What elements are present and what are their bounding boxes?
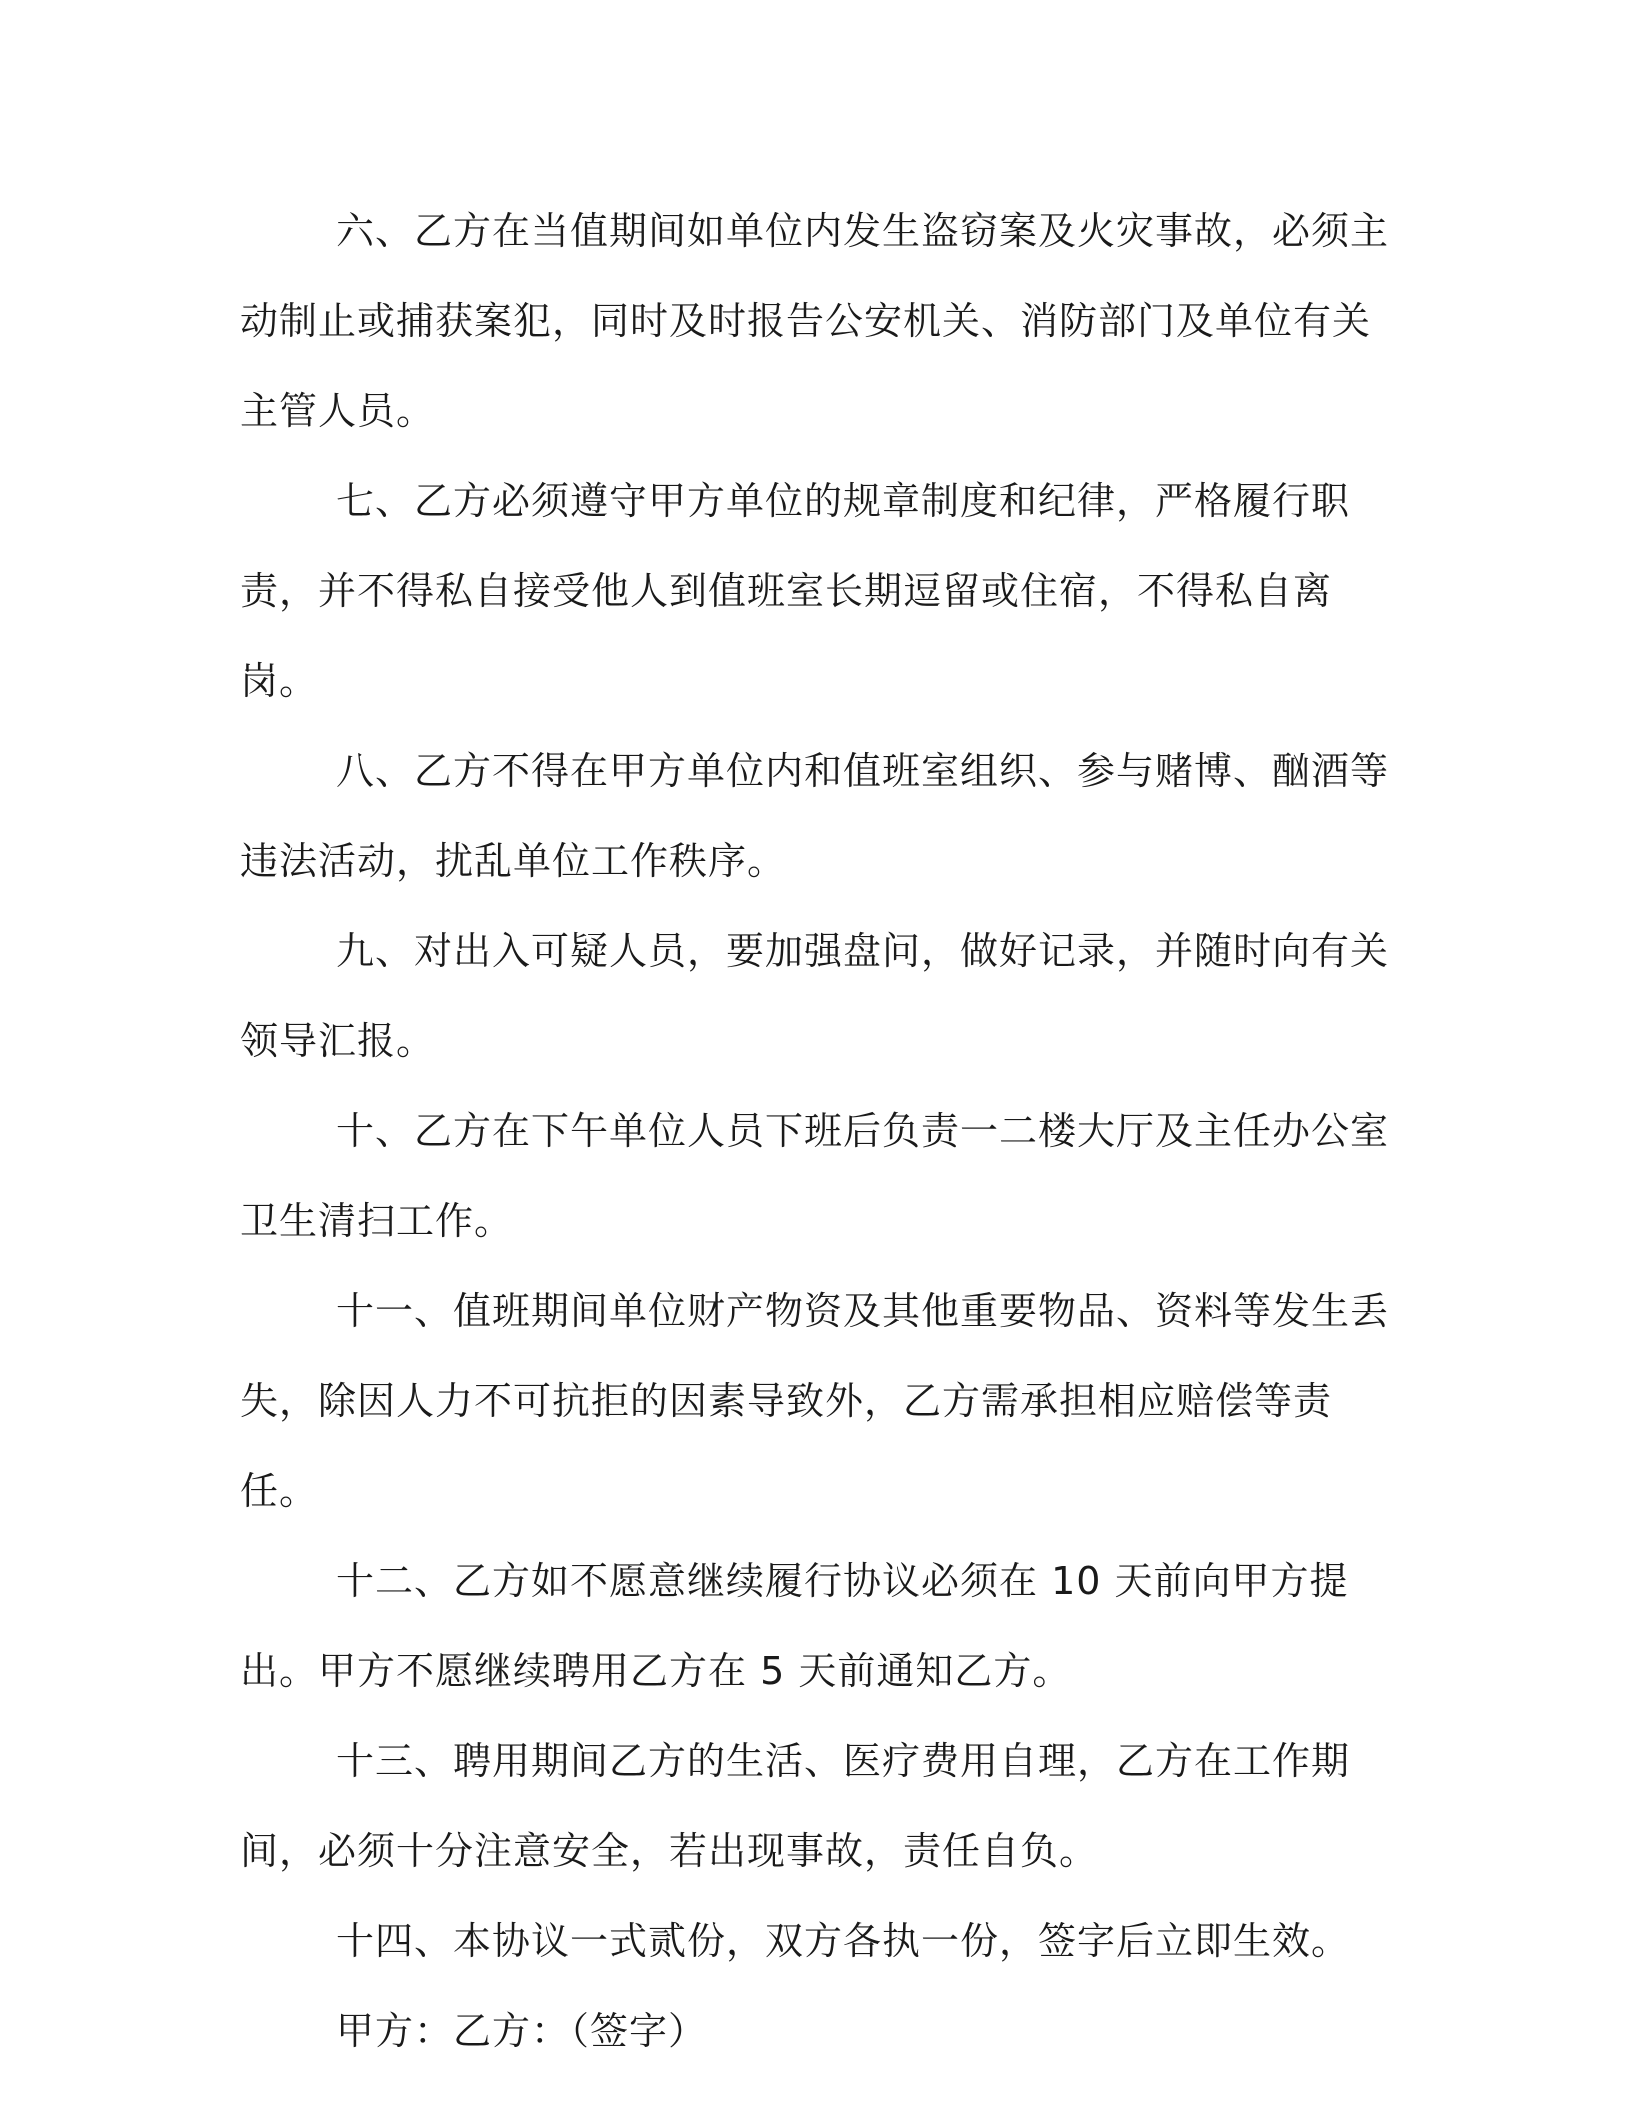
clause-7: 七、乙方必须遵守甲方单位的规章制度和纪律，严格履行职责，并不得私自接受他人到值班室长期逗留或住宿，不得私自离岗。 — [240, 479, 1351, 703]
clause-10: 十、乙方在下午单位人员下班后负责一二楼大厅及主任办公室卫生清扫工作。 — [240, 1109, 1390, 1243]
clause-14: 十四、本协议一式贰份，双方各执一份，签字后立即生效。 — [336, 1919, 1351, 1963]
clause-9: 九、对出入可疑人员，要加强盘问，做好记录，并随时向有关领导汇报。 — [240, 929, 1390, 1063]
clause-13: 十三、聘用期间乙方的生活、医疗费用自理，乙方在工作期间，必须十分注意安全，若出现事故，责任自负。 — [240, 1739, 1351, 1873]
clause-12: 十二、乙方如不愿意继续履行协议必须在 10 天前向甲方提出。甲方不愿继续聘用乙方在 5 天前通知乙方。 — [240, 1559, 1349, 1693]
document-body — [240, 186, 1400, 2076]
clause-11: 十一、值班期间单位财产物资及其他重要物品、资料等发生丢失，除因人力不可抗拒的因素导致外，乙方需承担相应赔偿等责任。 — [240, 1289, 1390, 1513]
signature-line: 甲方：乙方：（签字） — [336, 2009, 708, 2053]
clause-8: 八、乙方不得在甲方单位内和值班室组织、参与赌博、酗酒等违法活动，扰乱单位工作秩序。 — [240, 749, 1390, 883]
clause-6: 六、乙方在当值期间如单位内发生盗窃案及火灾事故，必须主动制止或捕获案犯，同时及时报告公安机关、消防部门及单位有关主管人员。 — [240, 209, 1390, 433]
